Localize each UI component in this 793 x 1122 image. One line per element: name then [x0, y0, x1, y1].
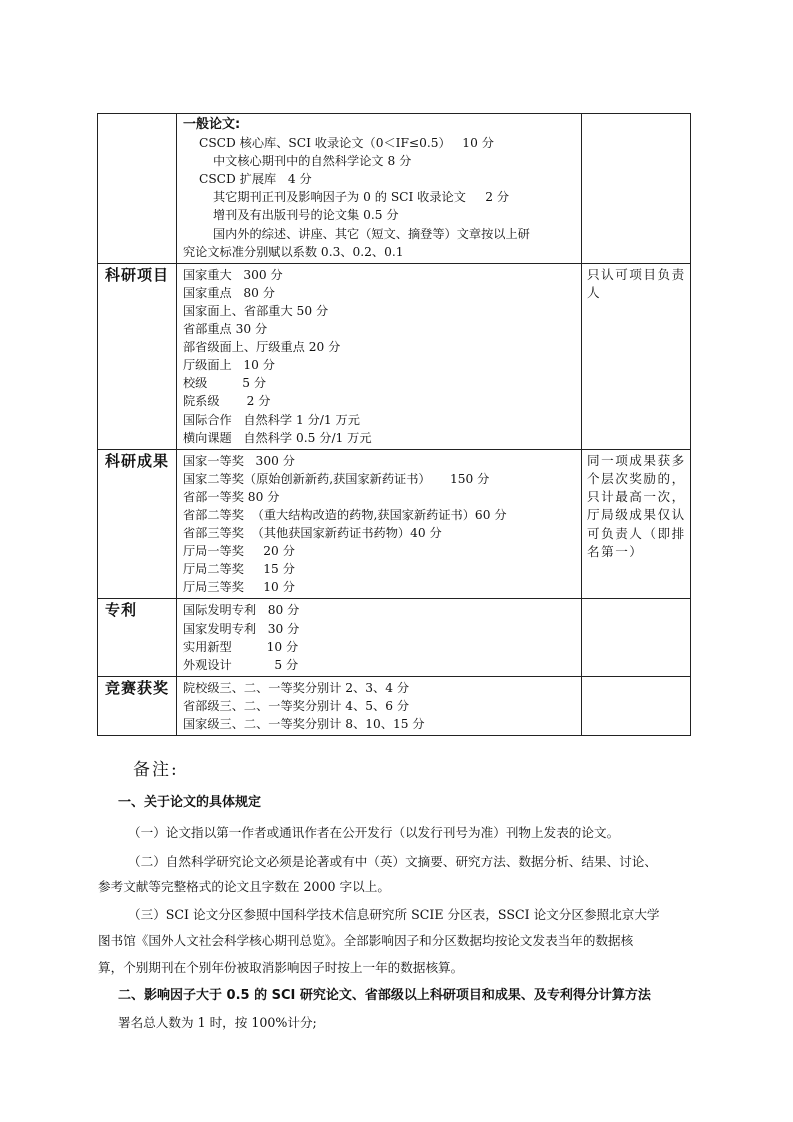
achievements-cell: [177, 449, 582, 599]
competitions-line: 院校级三、二、一等奖分别计 2、3、4 分: [183, 680, 410, 695]
category-label: 科研项目: [105, 265, 170, 284]
remark-item: 图书馆《国外人文社会科学核心期刊总览》。全部影响因子和分区数据均按论文发表当年的数据核: [98, 933, 634, 948]
category-cell: [98, 449, 177, 599]
note-cell: [582, 114, 691, 264]
patents-line: 国家发明专利 30 分: [183, 621, 300, 636]
projects-line: 国家面上、省部重大 50 分: [183, 303, 329, 318]
category-cell: [98, 263, 177, 449]
note-cell: [582, 676, 691, 735]
patents-line: 实用新型 10 分: [183, 639, 299, 654]
remark-item: 算，个别期刊在个别年份被取消影响因子时按上一年的数据核算。: [98, 960, 464, 975]
projects-line: 横向课题 自然科学 0.5 分/1 万元: [183, 430, 372, 445]
category-label: 竞赛获奖: [105, 678, 170, 697]
table-row: [98, 599, 691, 676]
patents-cell: [177, 599, 582, 676]
category-label: 专利: [105, 601, 138, 620]
papers-heading: 一般论文:: [183, 117, 241, 132]
projects-line: 国家重大 300 分: [183, 267, 283, 282]
projects-cell: [177, 263, 582, 449]
patents-line: 外观设计 5 分: [183, 657, 299, 672]
achievements-line: 省部二等奖 （重大结构改造的药物,获国家新药证书）60 分: [183, 507, 507, 522]
remark-item: （三）SCI 论文分区参照中国科学技术信息研究所 SCIE 分区表，SSCI 论文分区参照北京大学: [128, 907, 660, 922]
papers-line: 究论文标准分别赋以系数 0.3、0.2、0.1: [183, 244, 404, 259]
category-cell: [98, 599, 177, 676]
achievements-line: 国家一等奖 300 分: [183, 453, 295, 468]
achievements-line: 国家二等奖（原始创新新药,获国家新药证书） 150 分: [183, 471, 490, 486]
papers-cell: [177, 114, 582, 264]
papers-line: 其它期刊正刊及影响因子为 0 的 SCI 收录论文 2 分: [213, 190, 510, 205]
category-label: 科研成果: [105, 451, 170, 470]
remark-item: （二）自然科学研究论文必须是论著或有中（英）文摘要、研究方法、数据分析、结果、讨论、: [128, 854, 657, 869]
competitions-line: 国家级三、二、一等奖分别计 8、10、15 分: [183, 717, 425, 731]
achievements-line: 厅局三等奖 10 分: [183, 580, 295, 595]
achievements-line: 厅局二等奖 15 分: [183, 562, 295, 577]
projects-line: 校级 5 分: [183, 376, 267, 391]
competitions-cell: [177, 676, 582, 735]
remark-item: （一）论文指以第一作者或通讯作者在公开发行（以发行刊号为准）刊物上发表的论文。: [128, 825, 620, 840]
competitions-line: 省部级三、二、一等奖分别计 4、5、6 分: [183, 698, 410, 713]
projects-note: 只认可项目负责人: [587, 266, 686, 300]
note-cell: [582, 599, 691, 676]
projects-line: 厅级面上 10 分: [183, 358, 275, 373]
achievements-line: 省部一等奖 80 分: [183, 489, 280, 504]
patents-line: 国际发明专利 80 分: [183, 603, 300, 618]
achievements-line: 省部三等奖 （其他获国家新药证书药物）40 分: [183, 526, 442, 541]
table-row: [98, 114, 691, 264]
remarks-title: 备注:: [133, 760, 179, 780]
note-cell: [582, 449, 691, 599]
table-row: [98, 676, 691, 735]
table-row: [98, 449, 691, 599]
papers-line: CSCD 扩展库 4 分: [199, 172, 312, 187]
category-cell: [98, 676, 177, 735]
projects-line: 部省级面上、厅级重点 20 分: [183, 340, 341, 355]
papers-line: 增刊及有出版刊号的论文集 0.5 分: [213, 208, 399, 223]
category-cell: [98, 114, 177, 264]
projects-line: 国际合作 自然科学 1 分/1 万元: [183, 412, 360, 427]
papers-line: CSCD 核心库、SCI 收录论文（0＜IF≤0.5） 10 分: [199, 136, 494, 151]
projects-line: 国家重点 80 分: [183, 285, 275, 300]
remark-item: 署名总人数为 1 时，按 100%计分;: [118, 1015, 317, 1030]
projects-line: 省部重点 30 分: [183, 322, 268, 337]
remark-item: 参考文献等完整格式的论文且字数在 2000 字以上。: [98, 879, 390, 894]
table-row: [98, 263, 691, 449]
projects-line: 院系级 2 分: [183, 394, 271, 409]
papers-line: 中文核心期刊中的自然科学论文 8 分: [213, 154, 412, 169]
note-cell: [582, 263, 691, 449]
section-heading: 二、影响因子大于 0.5 的 SCI 研究论文、省部级以上科研项目和成果、及专利得分计算方法: [118, 988, 651, 1003]
achievements-line: 厅局一等奖 20 分: [183, 544, 295, 559]
scoring-table: [97, 113, 691, 736]
section-heading: 一、关于论文的具体规定: [118, 795, 262, 810]
papers-line: 国内外的综述、讲座、其它（短文、摘登等）文章按以上研: [213, 226, 530, 241]
achievements-note: 同一项成果获多个层次奖励的，只计最高一次，厅局级成果仅认可负责人（即排名第一）: [587, 452, 686, 559]
